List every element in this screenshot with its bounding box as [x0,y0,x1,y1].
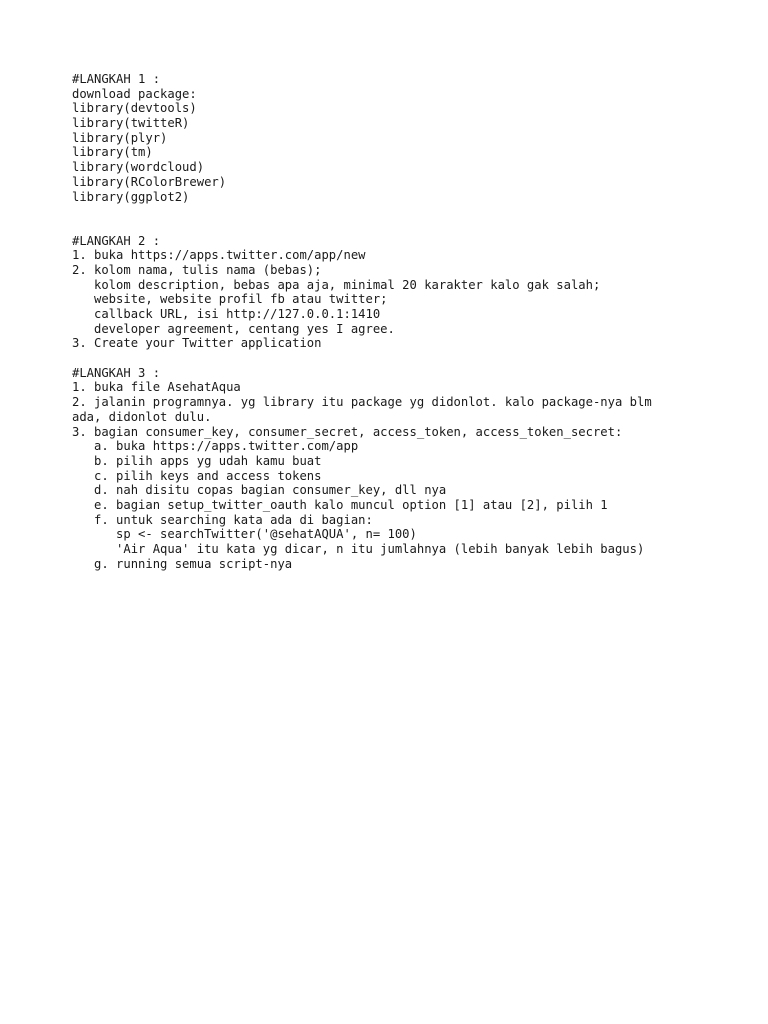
text-line: f. untuk searching kata ada di bagian: [72,512,373,527]
code-line: library(tm) [72,145,153,160]
code-line: library(wordcloud) [72,160,205,175]
heading-langkah-2: #LANGKAH 2 : [72,233,161,248]
code-line: library(plyr) [72,130,168,145]
code-line: library(RColorBrewer) [72,174,227,189]
text-line: download package: [72,86,197,101]
text-line: c. pilih keys and access tokens [72,468,322,483]
text-line: b. pilih apps yg udah kamu buat [72,453,322,468]
text-line: callback URL, isi http://127.0.0.1:1410 [72,307,381,321]
text-line: g. running semua script-nya [72,556,293,571]
text-line: 2. jalanin programnya. yg library itu package yg didonlot. kalo package-nya blm [72,395,652,410]
code-line: library(devtools) [72,101,197,116]
text-line: 'Air Aqua' itu kata yg dicar, n itu jumlahnya (lebih banyak lebih bagus) [72,542,645,556]
code-line: library(twitteR) [72,116,190,131]
code-line: sp <- searchTwitter('@sehatAQUA', n= 100) [72,527,417,542]
text-line: 1. buka file AsehatAqua [72,380,241,395]
text-line: e. bagian setup_twitter_oauth kalo muncul option [1] atau [2], pilih 1 [72,497,608,512]
text-line: developer agreement, centang yes I agree. [72,321,395,336]
text-line: d. nah disitu copas bagian consumer_key, dll nya [72,483,447,498]
code-line: library(ggplot2) [72,189,190,204]
blank-line [72,351,722,366]
text-line: ada, didonlot dulu. [72,409,212,424]
blank-line [72,204,722,219]
text-line: 3. bagian consumer_key, consumer_secret, access_token, access_token_secret: [72,424,623,439]
blank-line [72,219,722,234]
text-line: kolom description, bebas apa aja, minimal 20 karakter kalo gak salah; [72,277,601,292]
text-line: 3. Create your Twitter application [72,336,322,351]
document-page [72,72,722,571]
text-line: 2. kolom nama, tulis nama (bebas); [72,262,322,277]
text-line: 1. buka https://apps.twitter.com/app/new [72,248,366,263]
heading-langkah-3: #LANGKAH 3 : [72,365,161,380]
text-line: a. buka https://apps.twitter.com/app [72,439,359,454]
text-line: website, website profil fb atau twitter; [72,292,388,307]
heading-langkah-1: #LANGKAH 1 : [72,72,161,86]
